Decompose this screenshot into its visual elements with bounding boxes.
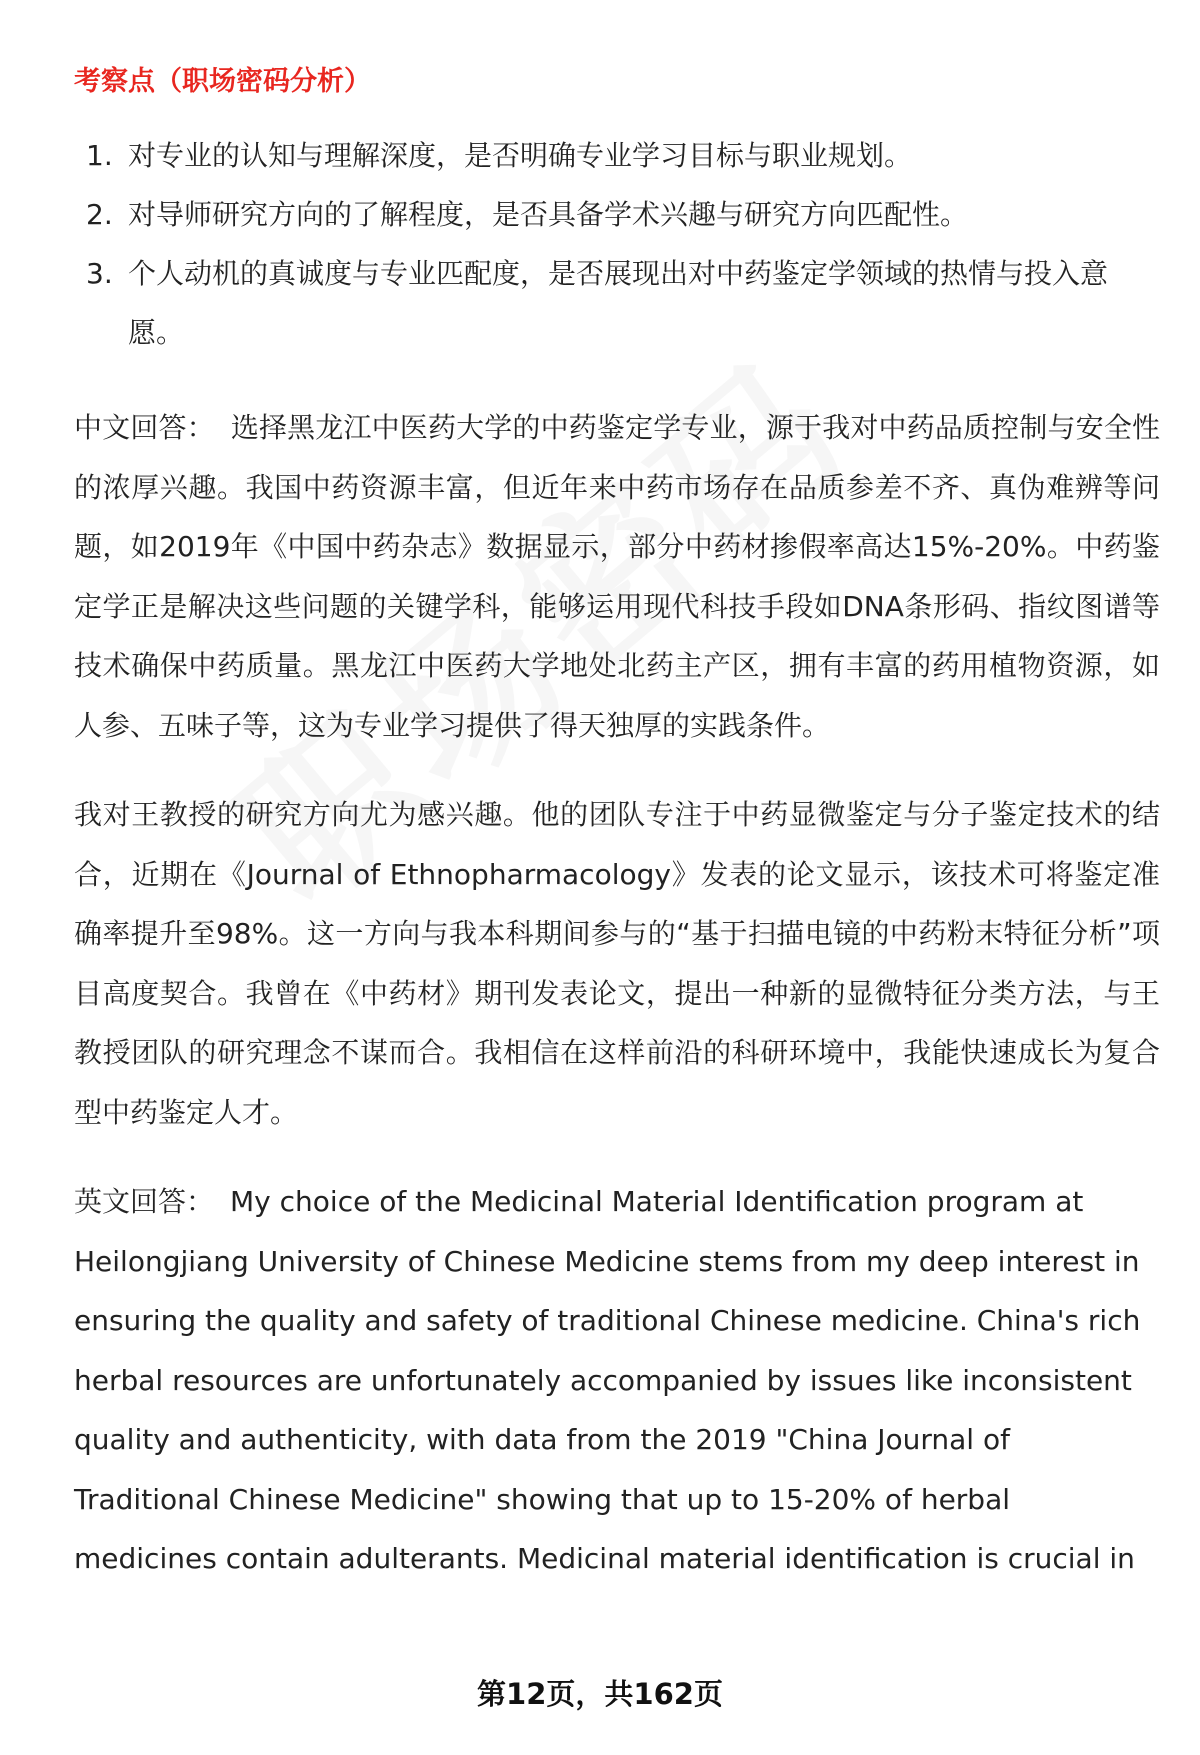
list-item-text: 个人动机的真诚度与专业匹配度，是否展现出对中药鉴定学领域的热情与投入意愿。 — [128, 257, 1109, 349]
section-title: 考察点（职场密码分析） — [74, 66, 371, 97]
list-item — [74, 244, 1160, 362]
list-number: 1. — [86, 139, 113, 172]
list-item — [74, 126, 1160, 185]
key-points-list — [74, 126, 1160, 362]
list-item-text: 对导师研究方向的了解程度，是否具备学术兴趣与研究方向匹配性。 — [128, 198, 969, 231]
english-answer-paragraph — [74, 1172, 1160, 1589]
english-answer-text: My choice of the Medicinal Material Identification program at Heilongjiang University of Chinese Medicine stems from my deep interest in ensuring the quality and safety of traditional Chinese medicine. China's rich herbal resources are unfortunately accompanied by issues like inconsistent quality and authenticity, with data from the 2019 "China Journal of Traditional Chinese Medicine" showing that up to 15-20% of herbal medicines contain adulterants. Medicinal material identification is crucial in — [74, 1185, 1141, 1575]
page-content — [74, 58, 1160, 1619]
english-answer-label: 英文回答： — [74, 1185, 215, 1218]
chinese-answer-label: 中文回答： — [74, 411, 215, 444]
chinese-answer-paragraph-1 — [74, 398, 1160, 755]
list-item-text: 对专业的认知与理解深度，是否明确专业学习目标与职业规划。 — [128, 139, 913, 172]
list-item — [74, 185, 1160, 244]
chinese-answer-text-1: 选择黑龙江中医药大学的中药鉴定学专业，源于我对中药品质控制与安全性的浓厚兴趣。我国中药资源丰富，但近年来中药市场存在品质参差不齐、真伪难辨等问题，如2019年《中国中药杂志》数据显示，部分中药材掺假率高达15%-20%。中药鉴定学正是解决这些问题的关键学科，能够运用现代科技手段如DNA条形码、指纹图谱等技术确保中药质量。黑龙江中医药大学地处北药主产区，拥有丰富的药用植物资源，如人参、五味子等，这为专业学习提供了得天独厚的实践条件。 — [74, 411, 1160, 742]
list-number: 3. — [86, 257, 113, 290]
page-number-footer: 第12页，共162页 — [477, 1677, 723, 1711]
chinese-answer-paragraph-2: 我对王教授的研究方向尤为感兴趣。他的团队专注于中药显微鉴定与分子鉴定技术的结合，近期在《Journal of Ethnopharmacology》发表的论文显示，该技术可将鉴定准确率提升至98%。这一方向与我本科期间参与的“基于扫描电镜的中药粉末特征分析”项目高度契合。我曾在《中药材》期刊发表论文，提出一种新的显微特征分类方法，与王教授团队的研究理念不谋而合。我相信在这样前沿的科研环境中，我能快速成长为复合型中药鉴定人才。 — [74, 798, 1160, 1129]
list-number: 2. — [86, 198, 113, 231]
